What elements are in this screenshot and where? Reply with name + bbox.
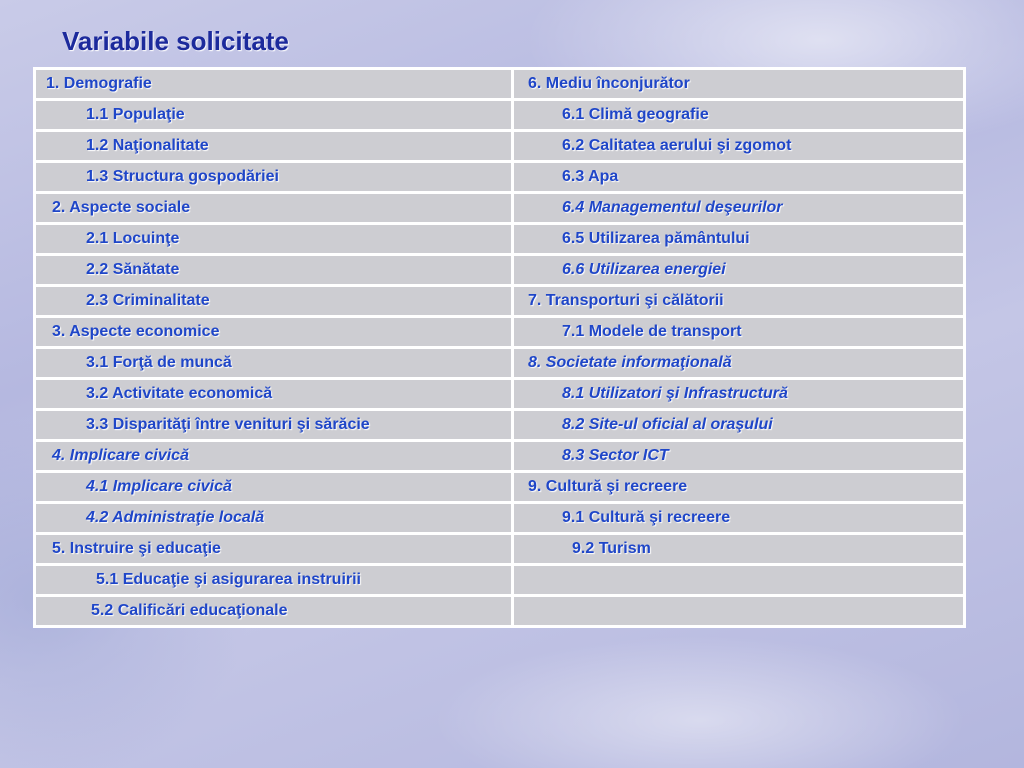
table-row <box>35 224 965 255</box>
table-row <box>35 69 965 100</box>
cell-modele-transport: 7.1 Modele de transport <box>513 317 965 348</box>
cell-educatie-instruire: 5.1 Educaţie şi asigurarea instruirii <box>35 565 513 596</box>
cell-apa: 6.3 Apa <box>513 162 965 193</box>
table-row <box>35 379 965 410</box>
cell-utilizarea-pamantului: 6.5 Utilizarea pământului <box>513 224 965 255</box>
table-row <box>35 317 965 348</box>
cell-utilizarea-energiei: 6.6 Utilizarea energiei <box>513 255 965 286</box>
cell-transporturi: 7. Transporturi şi călătorii <box>513 286 965 317</box>
table-row <box>35 503 965 534</box>
table-row <box>35 348 965 379</box>
cell-cultura-recreere: 9. Cultură şi recreere <box>513 472 965 503</box>
table-row <box>35 596 965 627</box>
cell-activitate-economica: 3.2 Activitate economică <box>35 379 513 410</box>
variables-table <box>33 67 966 628</box>
cell-mediu: 6. Mediu înconjurător <box>513 69 965 100</box>
cell-clima: 6.1 Climă geografie <box>513 100 965 131</box>
table-row <box>35 534 965 565</box>
table-row <box>35 472 965 503</box>
table-row <box>35 131 965 162</box>
cell-disparitati: 3.3 Disparităţi între venituri şi sărăcie <box>35 410 513 441</box>
cell-sanatate: 2.2 Sănătate <box>35 255 513 286</box>
cell-aspecte-sociale: 2. Aspecte sociale <box>35 193 513 224</box>
cell-turism: 9.2 Turism <box>513 534 965 565</box>
cell-calitatea-aerului: 6.2 Calitatea aerului şi zgomot <box>513 131 965 162</box>
cell-utilizatori-infrastructura: 8.1 Utilizatori şi Infrastructură <box>513 379 965 410</box>
cell-criminalitate: 2.3 Criminalitate <box>35 286 513 317</box>
table-row <box>35 193 965 224</box>
cell-societate-informationala: 8. Societate informaţională <box>513 348 965 379</box>
cell-cultura-recreere-sub: 9.1 Cultură şi recreere <box>513 503 965 534</box>
cell-implicare-civica-sub: 4.1 Implicare civică <box>35 472 513 503</box>
table-row <box>35 100 965 131</box>
table-row <box>35 286 965 317</box>
cell-site-oficial: 8.2 Site-ul oficial al oraşului <box>513 410 965 441</box>
table-row <box>35 410 965 441</box>
cell-empty <box>513 565 965 596</box>
table-row <box>35 162 965 193</box>
cell-implicare-civica: 4. Implicare civică <box>35 441 513 472</box>
cell-managementul-deseurilor: 6.4 Managementul deşeurilor <box>513 193 965 224</box>
cell-aspecte-economice: 3. Aspecte economice <box>35 317 513 348</box>
cell-empty <box>513 596 965 627</box>
table-row <box>35 441 965 472</box>
cell-forta-de-munca: 3.1 Forţă de muncă <box>35 348 513 379</box>
cell-nationalitate: 1.2 Naţionalitate <box>35 131 513 162</box>
cell-locuinte: 2.1 Locuinţe <box>35 224 513 255</box>
table-row <box>35 255 965 286</box>
table-row <box>35 565 965 596</box>
cell-administratie-locala: 4.2 Administraţie locală <box>35 503 513 534</box>
cell-sector-ict: 8.3 Sector ICT <box>513 441 965 472</box>
cell-structura-gospodariei: 1.3 Structura gospodăriei <box>35 162 513 193</box>
cell-instruire-educatie: 5. Instruire şi educaţie <box>35 534 513 565</box>
cell-calificari: 5.2 Calificări educaţionale <box>35 596 513 627</box>
page-title: Variabile solicitate <box>62 26 289 56</box>
cell-populatie: 1.1 Populaţie <box>35 100 513 131</box>
cell-demografie: 1. Demografie <box>35 69 513 100</box>
